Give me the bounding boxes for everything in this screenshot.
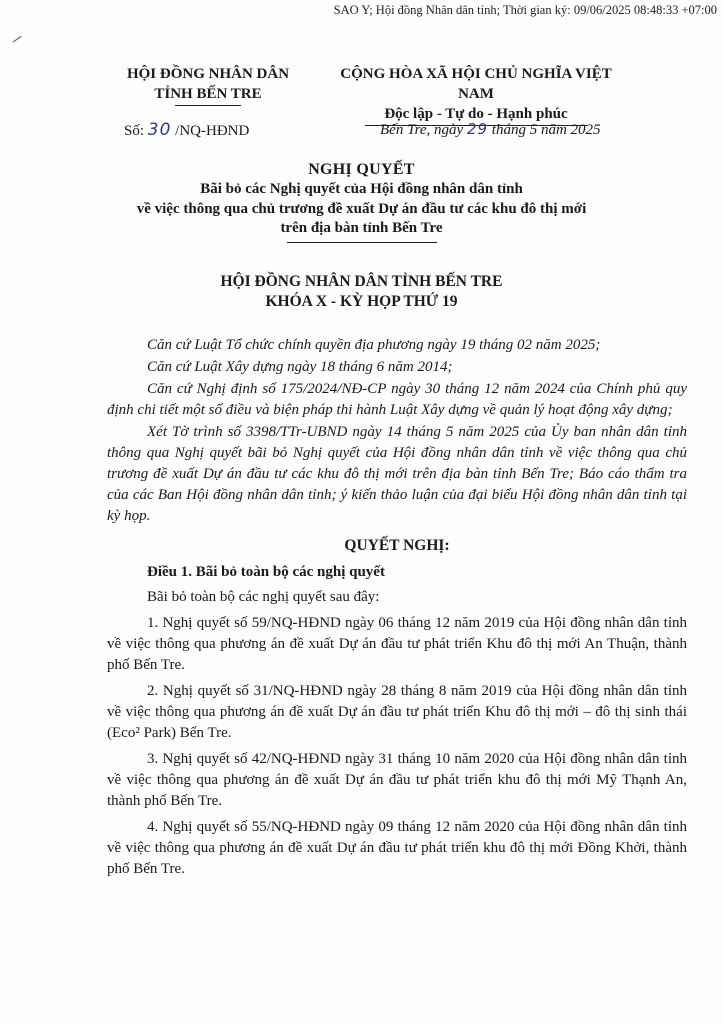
- motto: Độc lập - Tự do - Hạnh phúc: [384, 106, 568, 122]
- document-title: [0, 160, 723, 243]
- issuing-organization: [118, 64, 298, 106]
- preamble-item: Căn cứ Luật Xây dựng ngày 18 tháng 6 năm 2014;: [147, 359, 453, 375]
- national-motto: [326, 64, 626, 126]
- org-name-line1: HỘI ĐỒNG NHÂN DÂN: [126, 66, 290, 82]
- preamble-item: Căn cứ Luật Tổ chức chính quyền địa phương ngày 19 tháng 02 năm 2025;: [147, 337, 601, 353]
- council-name: HỘI ĐỒNG NHÂN DÂN TỈNH BẾN TRE: [220, 273, 503, 290]
- subject-underline: [287, 242, 437, 243]
- subject-line2: về việc thông qua chủ trương đề xuất Dự án đầu tư các khu đô thị mới: [136, 200, 587, 217]
- document-body: [107, 335, 687, 885]
- subject-line1: Bãi bỏ các Nghị quyết của Hội đồng nhân dân tỉnh: [200, 181, 523, 197]
- council-session: KHÓA X - KỲ HỌP THỨ 19: [265, 293, 458, 310]
- preamble-item: Xét Tờ trình số 3398/TTr-UBND ngày 14 tháng 5 năm 2025 của Ủy ban nhân dân tỉnh thông qua Nghị quyết bãi bỏ Nghị quyết của Hội đồng nhân dân tỉnh về việc thông qua chủ trương đề xuất Dự án đầu tư các khu đô thị mới trên địa bàn tỉnh Bến Tre; Báo cáo thẩm tra của các Ban Hội đồng nhân dân tỉnh; ý kiến thảo luận của đại biểu Hội đồng nhân dân tỉnh tại kỳ họp.: [107, 424, 687, 524]
- article-heading: Điều 1. Bãi bỏ toàn bộ các nghị quyết: [147, 564, 385, 580]
- list-item: 4. Nghị quyết số 55/NQ-HĐND ngày 09 tháng 12 năm 2020 của Hội đồng nhân dân tỉnh về việc thông qua phương án đề xuất Dự án đầu tư phát triển khu đô thị mới Đồng Khởi, thành phố Bến Tre.: [107, 819, 687, 877]
- org-name-line2: TỈNH BẾN TRE: [154, 86, 262, 102]
- handwritten-day: 29: [466, 120, 489, 138]
- council-heading: [0, 272, 723, 312]
- article-intro: Bãi bỏ toàn bộ các nghị quyết sau đây:: [147, 589, 380, 605]
- list-item: 3. Nghị quyết số 42/NQ-HĐND ngày 31 tháng 10 năm 2020 của Hội đồng nhân dân tỉnh về việc thông qua phương án đề xuất Dự án đầu tư phát triển khu đô thị mới Mỹ Thạnh An, thành phố Bến Tre.: [107, 751, 687, 809]
- org-underline: [175, 105, 241, 106]
- nation-name: CỘNG HÒA XÃ HỘI CHỦ NGHĨA VIỆT NAM: [340, 66, 612, 102]
- list-item: 2. Nghị quyết số 31/NQ-HĐND ngày 28 tháng 8 năm 2019 của Hội đồng nhân dân tỉnh về việc thông qua phương án đề xuất Dự án đầu tư phát triển Khu đô thị mới – đô thị sinh thái (Eco² Park) Bến Tre.: [107, 683, 687, 741]
- subject-line3: trên địa bàn tỉnh Bến Tre: [280, 220, 443, 236]
- document-number: Số: 30 /NQ-HĐND: [124, 120, 250, 140]
- decision-heading: QUYẾT NGHỊ:: [344, 537, 450, 554]
- document-type: NGHỊ QUYẾT: [308, 161, 415, 178]
- digital-copy-stamp: SAO Y; Hội đồng Nhân dân tỉnh; Thời gian ký: 09/06/2025 08:48:33 +07:00: [333, 3, 717, 17]
- document-header: [0, 64, 723, 144]
- list-item: 1. Nghị quyết số 59/NQ-HĐND ngày 06 tháng 12 năm 2019 của Hội đồng nhân dân tỉnh về việc thông qua phương án đề xuất Dự án đầu tư phát triển Khu đô thị mới An Thuận, thành phố Bến Tre.: [107, 615, 687, 673]
- handwritten-number: 30: [147, 120, 172, 140]
- preamble-item: Căn cứ Nghị định số 175/2024/NĐ-CP ngày 30 tháng 12 năm 2024 của Chính phủ quy định chi tiết một số điều và biện pháp thi hành Luật Xây dựng về quản lý hoạt động xây dựng;: [107, 381, 687, 418]
- pen-mark: [13, 36, 25, 47]
- document-date: Bến Tre, ngày 29 tháng 5 năm 2025: [380, 120, 601, 138]
